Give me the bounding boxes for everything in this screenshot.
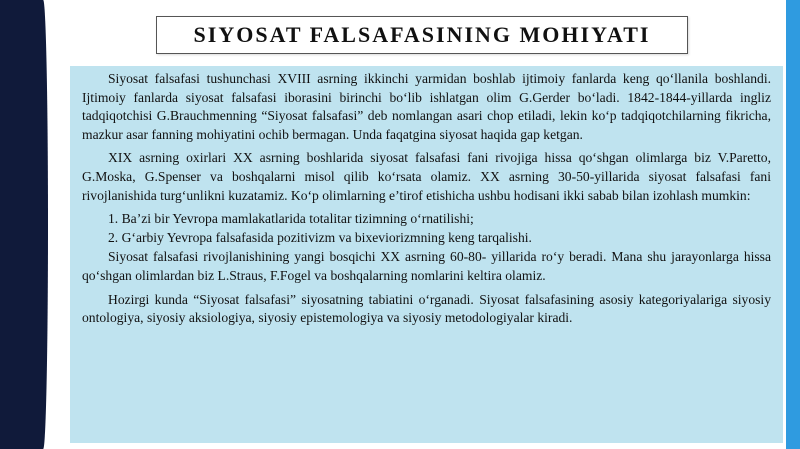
list-item-2: 2. G‘arbiy Yevropa falsafasida pozitivizm va bixeviorizmning keng tarqalishi. xyxy=(108,229,532,245)
paragraph-1: Siyosat falsafasi tushunchasi XVIII asrning ikkinchi yarmidan boshlab ijtimoiy fanlarda keng qo‘llanila boshlandi. Ijtimoiy fanlarda siyosat falsafasi iborasini birinchi bo‘lib ishlatgan olim G.Gerder bo‘ladi. 1842-1844-yillarda ingliz tadqiqotchisi G.Brauchmenning “Siyosat falsafasi” deb nomlangan asari chop etiladi, lekin ko‘p tadqiqotchilarning fikricha, mazkur asar fanning mohiyatini ochib bermagan. Unda faqatgina siyosat haqida gap ketgan. xyxy=(82,71,771,142)
left-decorative-band xyxy=(0,0,42,449)
slide-title-box xyxy=(156,16,688,54)
paragraph-2: XIX asrning oxirlari XX asrning boshlarida siyosat falsafasi fani rivojiga hissa qo‘shgan olimlarga biz V.Paretto, G.Moska, G.Spenser va boshqalarni misol qilib ko‘rsata olamiz. XX asrning 30-50-yillarida siyosat falsafasi fani rivojlanishida turg‘unlikni kuzatamiz. Ko‘p olimlarning e’tirof etishicha ushbu hodisani ikki sabab bilan izohlash mumkin: xyxy=(82,150,771,203)
slide-title: SIYOSAT FALSAFASINING MOHIYATI xyxy=(193,22,651,47)
list-item-1: 1. Ba’zi bir Yevropa mamlakatlarida totalitar tizimning o‘rnatilishi; xyxy=(108,211,474,227)
right-decorative-band xyxy=(786,0,800,449)
paragraph-4: Hozirgi kunda “Siyosat falsafasi” siyosatning tabiatini o‘rganadi. Siyosat falsafasining asosiy kategoriyalariga siyosiy ontologiya, siyosiy aksiologiya, siyosiy epistemologiya va siyosiy metodologiyalar kiradi. xyxy=(82,291,771,326)
slide-content-panel xyxy=(70,66,783,443)
paragraph-3: Siyosat falsafasi rivojlanishining yangi bosqichi XX asrning 60-80- yillarida ro‘y beradi. Mana shu jarayonlarga hissa qo‘shgan olimlardan biz L.Straus, F.Fogel va boshqalarning nomlarini keltira olamiz. xyxy=(82,249,771,283)
